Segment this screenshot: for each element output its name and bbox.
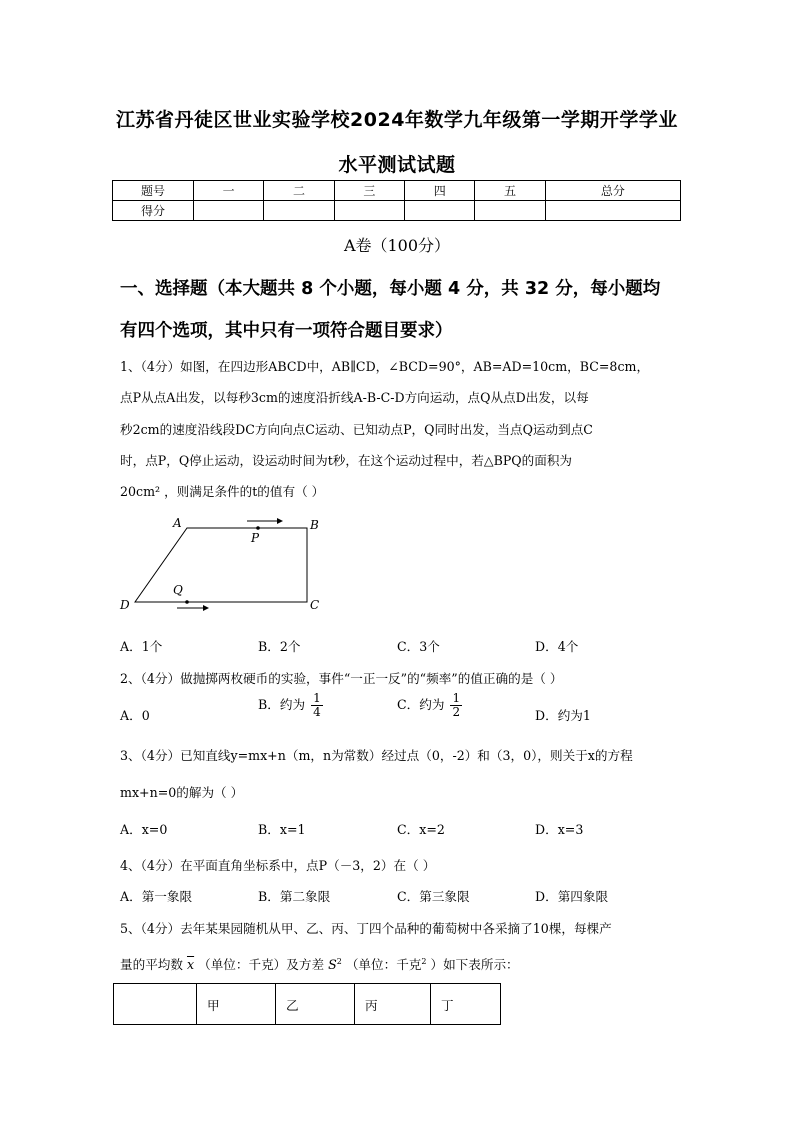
q3-option-d: D．x=3 <box>535 822 584 837</box>
fraction-numerator: 1 <box>452 691 461 705</box>
trapezoid-shape <box>135 528 307 602</box>
q5-text-b: （单位：千克）及方差 <box>198 957 325 972</box>
label-q: Q <box>173 583 183 597</box>
q4-option-d: D．第四象限 <box>535 889 609 904</box>
fraction-denominator: 4 <box>313 705 321 719</box>
score-header-cell: 二 <box>264 181 334 201</box>
q2-option-c-text: C．约为 <box>397 697 445 712</box>
score-header-cell: 五 <box>475 181 545 201</box>
volume-heading: A卷（100分） <box>343 236 451 255</box>
point-q <box>185 600 189 604</box>
q1-line-2: 点P从点A出发，以每秒3cm的速度沿折线A-B-C-D方向运动，点Q从点D出发，以每 <box>120 390 589 405</box>
q1-option-b: B．2个 <box>258 639 301 654</box>
score-cell <box>405 201 475 221</box>
fraction-numerator: 1 <box>313 691 321 705</box>
q2-option-c <box>397 692 462 719</box>
page-title-line2: 水平测试试题 <box>338 154 456 176</box>
q4-option-a: A．第一象限 <box>120 889 193 904</box>
q4-option-c: C．第三象限 <box>397 889 470 904</box>
score-header-cell: 四 <box>405 181 475 201</box>
score-table <box>112 180 681 221</box>
q5-text-a: 量的平均数 <box>120 957 183 972</box>
table-cell: 丙 <box>355 984 431 1025</box>
mean-symbol: $\overline{x}$ <box>186 957 195 972</box>
q4-option-b: B．第二象限 <box>258 889 331 904</box>
score-row-label: 得分 <box>113 201 194 221</box>
p-arrowhead <box>277 518 283 524</box>
q1-line-5: 20cm² ，则满足条件的t的值有（ ） <box>120 484 325 499</box>
score-cell <box>545 201 680 221</box>
label-c: C <box>310 598 320 612</box>
q2-stem: 2、（4分）做抛掷两枚硬币的实验，事件“一正一反”的“频率”的值正确的是（ ） <box>120 671 563 686</box>
table-cell: 甲 <box>197 984 276 1025</box>
score-table-row <box>113 201 681 221</box>
section-heading-line2: 有四个选项，其中只有一项符合题目要求） <box>120 321 453 341</box>
unit-exponent: 2 <box>421 956 427 966</box>
q4-stem: 4、（4分）在平面直角坐标系中，点P（－3，2）在（ ） <box>120 858 436 873</box>
label-p: P <box>251 531 260 545</box>
label-b: B <box>310 518 319 532</box>
q1-option-c: C．3个 <box>397 639 440 654</box>
table-cell <box>114 984 197 1025</box>
variance-exponent: 2 <box>336 956 342 966</box>
q2-option-a: A．0 <box>120 708 150 723</box>
score-header-cell: 题号 <box>113 181 194 201</box>
score-cell <box>334 201 404 221</box>
table-row <box>114 984 501 1025</box>
section-heading-line1: 一、选择题（本大题共 8 个小题，每小题 4 分，共 32 分，每小题均 <box>120 279 661 299</box>
score-header-cell: 三 <box>334 181 404 201</box>
q1-option-a: A．1个 <box>120 639 163 654</box>
q5-text-c: （单位：千克 <box>345 957 422 972</box>
table-cell: 丁 <box>431 984 501 1025</box>
q2-option-b-text: B．约为 <box>258 697 306 712</box>
score-cell <box>264 201 334 221</box>
page-title-line1: 江苏省丹徒区世业实验学校2024年数学九年级第一学期开学学业 <box>116 109 678 131</box>
score-header-cell: 一 <box>194 181 264 201</box>
score-cell <box>194 201 264 221</box>
q3-option-a: A．x=0 <box>120 822 168 837</box>
label-a: A <box>173 516 182 530</box>
q1-line-4: 时，点P，Q停止运动，设运动时间为t秒，在这个运动过程中，若△BPQ的面积为 <box>120 453 573 468</box>
q5-text-d: ）如下表所示： <box>430 957 519 972</box>
q1-line-1: 1、（4分）如图，在四边形ABCD中，AB∥CD，∠BCD=90°，AB=AD=10cm，BC=8cm， <box>120 359 650 374</box>
score-cell <box>475 201 545 221</box>
q2-option-b <box>258 692 323 719</box>
q-arrowhead <box>203 605 209 611</box>
q3-line-1: 3、（4分）已知直线y=mx+n（m，n为常数）经过点（0，-2）和（3，0），则关于x的方程 <box>120 748 633 763</box>
q2-option-d: D．约为1 <box>535 708 591 723</box>
fraction-denominator: 2 <box>452 705 461 719</box>
q3-option-b: B．x=1 <box>258 822 306 837</box>
label-d: D <box>120 598 130 612</box>
q3-line-2: mx+n=0的解为（ ） <box>120 785 244 800</box>
q5-line-2 <box>120 954 519 973</box>
q1-line-3: 秒2cm的速度沿线段DC方向向点C运动、已知动点P，Q同时出发，当点Q运动到点C <box>120 422 593 437</box>
q1-option-d: D．4个 <box>535 639 579 654</box>
table-cell: 乙 <box>276 984 355 1025</box>
q5-line-1: 5、（4分）去年某果园随机从甲、乙、丙、丁四个品种的葡萄树中各采摘了10棵，每棵产 <box>120 921 612 936</box>
score-header-cell: 总分 <box>545 181 680 201</box>
variance-symbol: S <box>328 957 337 972</box>
fraction-one-quarter <box>311 692 323 719</box>
q5-data-table <box>113 983 501 1025</box>
score-table-header-row <box>113 181 681 201</box>
fraction-one-half <box>450 692 462 719</box>
q1-trapezoid-figure <box>115 512 335 617</box>
point-p <box>256 526 260 530</box>
q3-option-c: C．x=2 <box>397 822 445 837</box>
